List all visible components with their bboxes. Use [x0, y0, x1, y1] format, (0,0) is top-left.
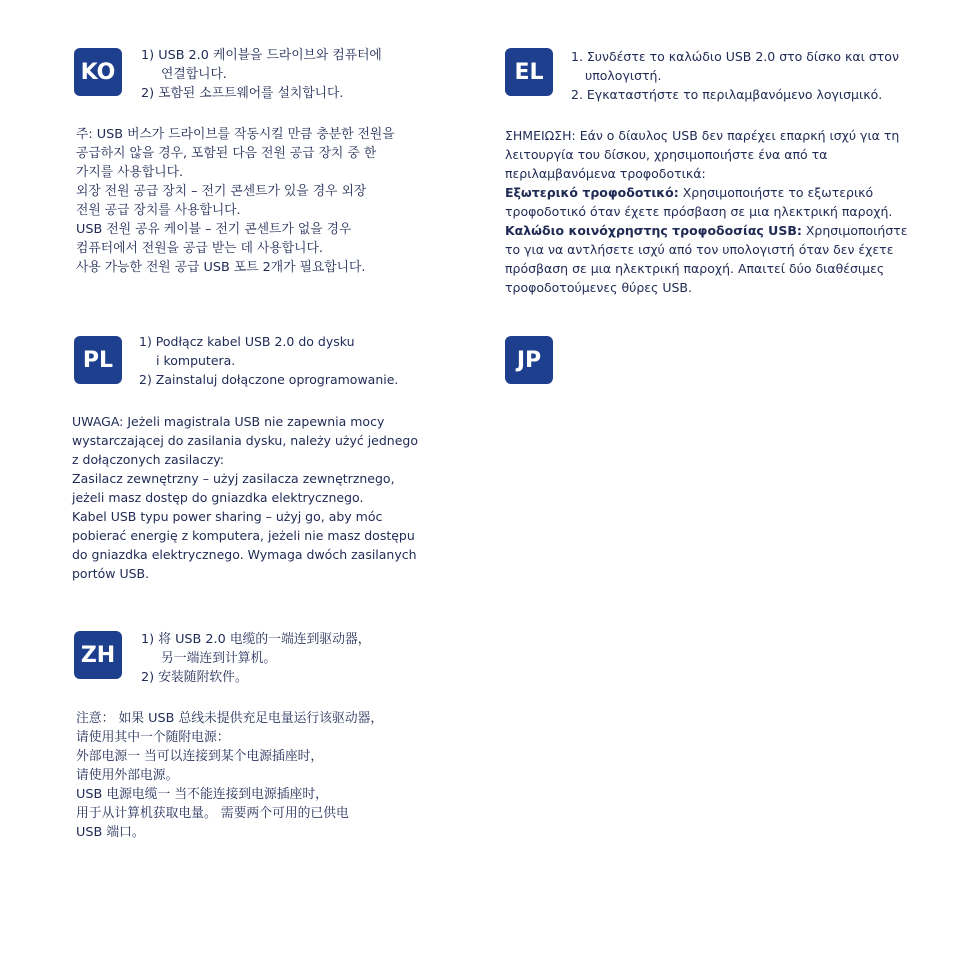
chinese-power-note [76, 709, 383, 842]
polish-step-1-cont: i komputera. [156, 353, 236, 368]
polish-step-1: 1) Podłącz kabel USB 2.0 do dysku [139, 334, 355, 349]
greek-step-1-cont: υπολογιστή. [585, 68, 662, 83]
greek-language-badge: EL [505, 48, 553, 96]
greek-note-line: τροφοδοτικό όταν έχετε πρόσβαση σε μια ηλεκτρική παροχή. [505, 204, 893, 219]
japanese-language-badge: JP [505, 336, 553, 384]
greek-cable-text: Χρησιμοποιήστε [801, 223, 908, 238]
greek-note-line: λειτουργία του δίσκου, χρησιμοποιήστε ένα από τα [505, 147, 828, 162]
chinese-step-1: 1) 将 USB 2.0 电缆的一端连到驱动器， [141, 632, 371, 647]
greek-cable-line [505, 221, 908, 240]
polish-install-steps [139, 332, 398, 389]
chinese-note-line: 用于从计算机获取电量。 需要两个可用的已供电 [76, 806, 349, 821]
greek-install-steps [571, 47, 899, 104]
korean-note-line: 주: USB 버스가 드라이브를 작동시킬 만큼 충분한 전원을 [76, 127, 395, 142]
korean-language-badge: KO [74, 48, 122, 96]
greek-note-line: πρόσβαση σε μια ηλεκτρική παροχή. Απαιτεί δύο διαθέσιμες [505, 261, 885, 276]
polish-note-line: UWAGA: Jeżeli magistrala USB nie zapewnia mocy [72, 414, 385, 429]
chinese-install-steps [141, 630, 371, 687]
polish-note-line: do gniazdka elektrycznego. Wymaga dwóch zasilanych [72, 547, 417, 562]
polish-note-line: Zasilacz zewnętrzny – użyj zasilacza zewnętrznego, [72, 471, 395, 486]
greek-external-supply-line [505, 183, 908, 202]
chinese-note-line: 注意： 如果 USB 总线未提供充足电量运行该驱动器， [76, 711, 384, 726]
korean-power-note [76, 125, 395, 277]
greek-note-line: ΣΗΜΕΙΩΣΗ: Εάν ο δίαυλος USB δεν παρέχει επαρκή ισχύ για τη [505, 128, 900, 143]
polish-language-badge: PL [74, 336, 122, 384]
polish-note-line: Kabel USB typu power sharing – użyj go, aby móc [72, 509, 383, 524]
chinese-language-badge: ZH [74, 631, 122, 679]
chinese-note-line: USB 端口。 [76, 825, 145, 840]
greek-step-1: 1. Συνδέστε το καλώδιο USB 2.0 στο δίσκο και στον [571, 49, 899, 64]
korean-step-1-cont: 연결합니다. [161, 67, 227, 82]
greek-cable-title: Καλώδιο κοινόχρηστης τροφοδοσίας USB: [505, 223, 802, 238]
chinese-note-line: USB 电源电缆一 当不能连接到电源插座时， [76, 787, 328, 802]
greek-note-line: περιλαμβανόμενα τροφοδοτικά: [505, 166, 706, 181]
chinese-note-line: 外部电源一 当可以连接到某个电源插座时， [76, 749, 324, 764]
chinese-note-line: 请使用其中一个随附电源： [76, 730, 230, 745]
korean-note-line: 사용 가능한 전원 공급 USB 포트 2개가 필요합니다. [76, 260, 366, 275]
greek-step-2: 2. Εγκαταστήστε το περιλαμβανόμενο λογισμικό. [571, 87, 883, 102]
korean-note-line: 외장 전원 공급 장치 – 전기 콘센트가 있을 경우 외장 [76, 184, 367, 199]
korean-note-line: 가지를 사용합니다. [76, 165, 184, 180]
chinese-step-2: 2) 安装随附软件。 [141, 670, 248, 685]
korean-note-line: 전원 공급 장치를 사용합니다. [76, 203, 241, 218]
polish-note-line: portów USB. [72, 566, 150, 581]
polish-step-2: 2) Zainstaluj dołączone oprogramowanie. [139, 372, 399, 387]
greek-note-line: το για να αντλήσετε ισχύ από τον υπολογιστή όταν δεν έχετε [505, 242, 894, 257]
polish-note-line: pobierać energię z komputera, jeżeli nie masz dostępu [72, 528, 415, 543]
polish-note-line: z dołączonych zasilaczy: [72, 452, 224, 467]
korean-note-line: 공급하지 않을 경우, 포함된 다음 전원 공급 장치 중 한 [76, 146, 377, 161]
korean-step-2: 2) 포함된 소프트웨어를 설치합니다. [141, 86, 344, 101]
chinese-note-line: 请使用外部电源。 [76, 768, 179, 783]
chinese-step-1-cont: 另一端连到计算机。 [161, 651, 277, 666]
korean-note-line: USB 전원 공유 케이블 – 전기 콘센트가 없을 경우 [76, 222, 352, 237]
korean-step-1: 1) USB 2.0 케이블을 드라이브와 컴퓨터에 [141, 48, 382, 63]
korean-note-line: 컴퓨터에서 전원을 공급 받는 데 사용합니다. [76, 241, 323, 256]
greek-note-line: τροφοδοτούμενες θύρες USB. [505, 280, 692, 295]
greek-external-supply-text: Χρησιμοποιήστε το εξωτερικό [678, 185, 874, 200]
polish-note-line: jeżeli masz dostęp do gniazdka elektrycznego. [72, 490, 364, 505]
greek-external-supply-title: Εξωτερικό τροφοδοτικό: [505, 185, 679, 200]
greek-power-note [505, 126, 908, 297]
polish-note-line: wystarczającej do zasilania dysku, należy użyć jednego [72, 433, 418, 448]
polish-power-note [72, 412, 418, 583]
korean-install-steps [141, 46, 382, 103]
